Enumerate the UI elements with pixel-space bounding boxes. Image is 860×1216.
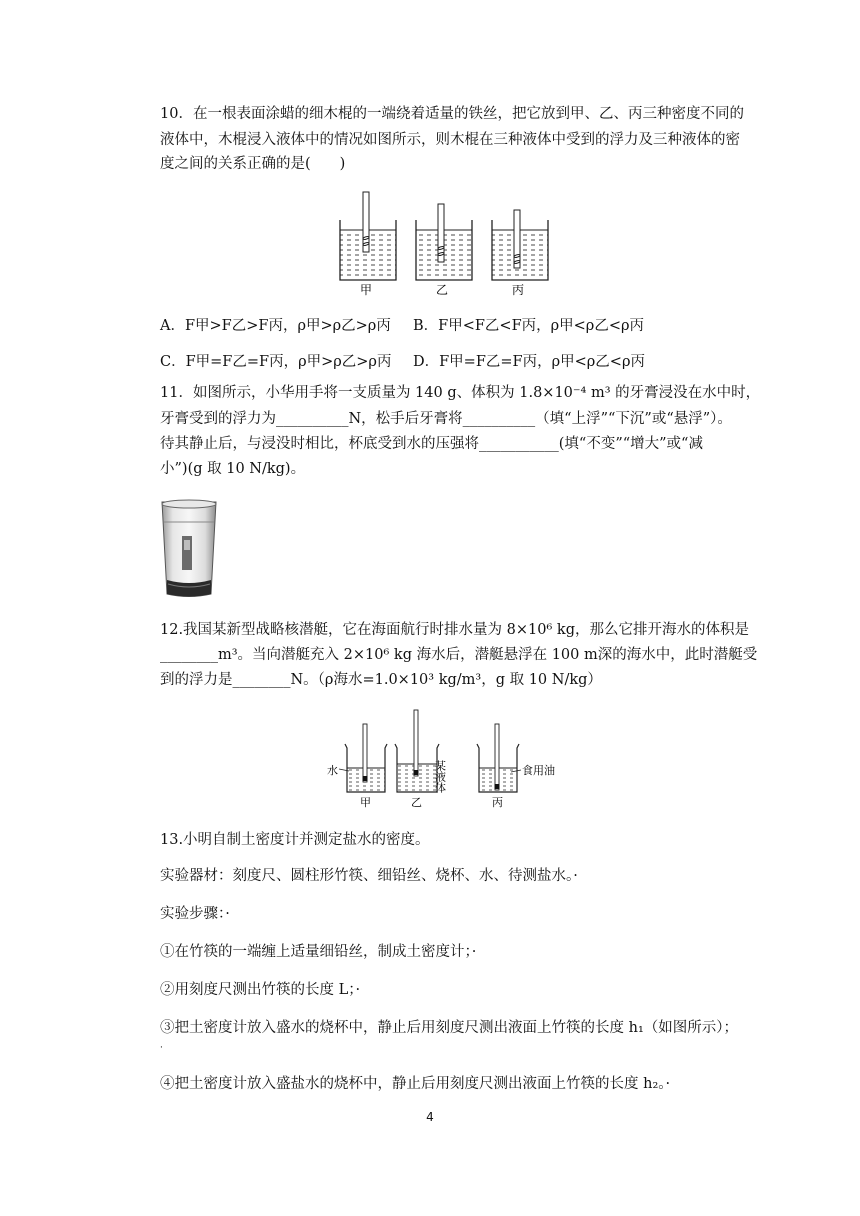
page-number: 4 — [426, 1110, 434, 1124]
q12-beaker-liquid — [395, 710, 439, 792]
q10-option-a: A．F甲>F乙>F丙，ρ甲>ρ乙>ρ丙 — [160, 318, 391, 334]
q13-line-8: ④把土密度计放入盛盐水的烧杯中，静止后用刻度尺测出液面上竹筷的长度 h₂。· — [160, 1076, 671, 1092]
q13-line-6: ③把土密度计放入盛水的烧杯中，静止后用刻度尺测出液面上竹筷的长度 h₁（如图所示）； — [160, 1020, 739, 1036]
q12-line-1: 12.我国某新型战略核潜艇，它在海面航行时排水量为 8×10⁶ kg，那么它排开海水的体积是 — [160, 622, 749, 638]
q12-fig-label-bing: 丙 — [492, 796, 503, 809]
q10-option-d: D．F甲=F乙=F丙，ρ甲<ρ乙<ρ丙 — [413, 354, 645, 370]
q13-line-3: 实验步骤：· — [160, 906, 230, 922]
q12-beaker-water — [339, 724, 387, 792]
q10-line-3: 度之间的关系正确的是( ) — [160, 156, 346, 172]
q12-side-label-water: 水 — [327, 764, 338, 777]
q10-beaker-bing — [492, 210, 548, 280]
q12-fig-label-jia: 甲 — [360, 796, 371, 809]
q11-glass-photo — [158, 496, 220, 600]
q10-beaker-jia — [340, 192, 396, 280]
q11-line-4: 小”)(g 取 10 N/kg)。 — [160, 461, 306, 477]
q10-line-2: 液体中，木棍浸入液体中的情况如图所示，则木棍在三种液体中受到的浮力及三种液体的密 — [160, 132, 740, 148]
q13-line-2: 实验器材：刻度尺、圆柱形竹筷、细铅丝、烧杯、水、待测盐水。· — [160, 868, 578, 884]
q12-line-2: ________m³。当向潜艇充入 2×10⁶ kg 海水后，潜艇悬浮在 100 m深的海水中，此时潜艇受 — [160, 647, 758, 663]
q12-fig-label-yi: 乙 — [411, 796, 422, 809]
q12-side-label-liquid: 某液体 — [433, 760, 447, 793]
q12-beaker-oil — [477, 724, 521, 792]
q10-option-c: C．F甲=F乙=F丙，ρ甲>ρ乙>ρ丙 — [160, 354, 392, 370]
q10-beaker-figure — [330, 188, 560, 298]
q13-line-5: ②用刻度尺测出竹筷的长度 L；· — [160, 982, 361, 998]
q10-option-b: B．F甲<F乙<F丙，ρ甲<ρ乙<ρ丙 — [413, 318, 645, 334]
q11-line-1: 11．如图所示，小华用手将一支质量为 140 g、体积为 1.8×10⁻⁴ m³ 的牙膏浸没在水中时， — [160, 385, 761, 401]
q12-line-3: 到的浮力是________N。（ρ海水=1.0×10³ kg/m³，g 取 10 N/kg） — [160, 672, 602, 688]
q11-line-2: 牙膏受到的浮力为__________N，松手后牙膏将__________（填“上浮”“下沉”或“悬浮”）。 — [160, 411, 732, 427]
q10-beaker-yi — [416, 204, 472, 280]
q12-beaker-figure — [327, 708, 567, 812]
q11-line-3: 待其静止后，与浸没时相比，杯底受到水的压强将___________(填“不变”“增大”或“减 — [160, 436, 703, 452]
q10-fig-label-jia: 甲 — [360, 283, 373, 297]
q12-side-label-oil: 食用油 — [522, 764, 555, 777]
q13-line-1: 13.小明自制土密度计并测定盐水的密度。 — [160, 832, 430, 848]
q10-fig-label-yi: 乙 — [436, 283, 449, 297]
q10-fig-label-bing: 丙 — [512, 283, 525, 297]
q13-line-4: ①在竹筷的一端缠上适量细铅丝，制成土密度计；· — [160, 944, 477, 960]
q13-line-7: · — [160, 1043, 163, 1053]
q10-line-1: 10．在一根表面涂蜡的细木棍的一端绕着适量的铁丝，把它放到甲、乙、丙三种密度不同的 — [160, 106, 744, 122]
